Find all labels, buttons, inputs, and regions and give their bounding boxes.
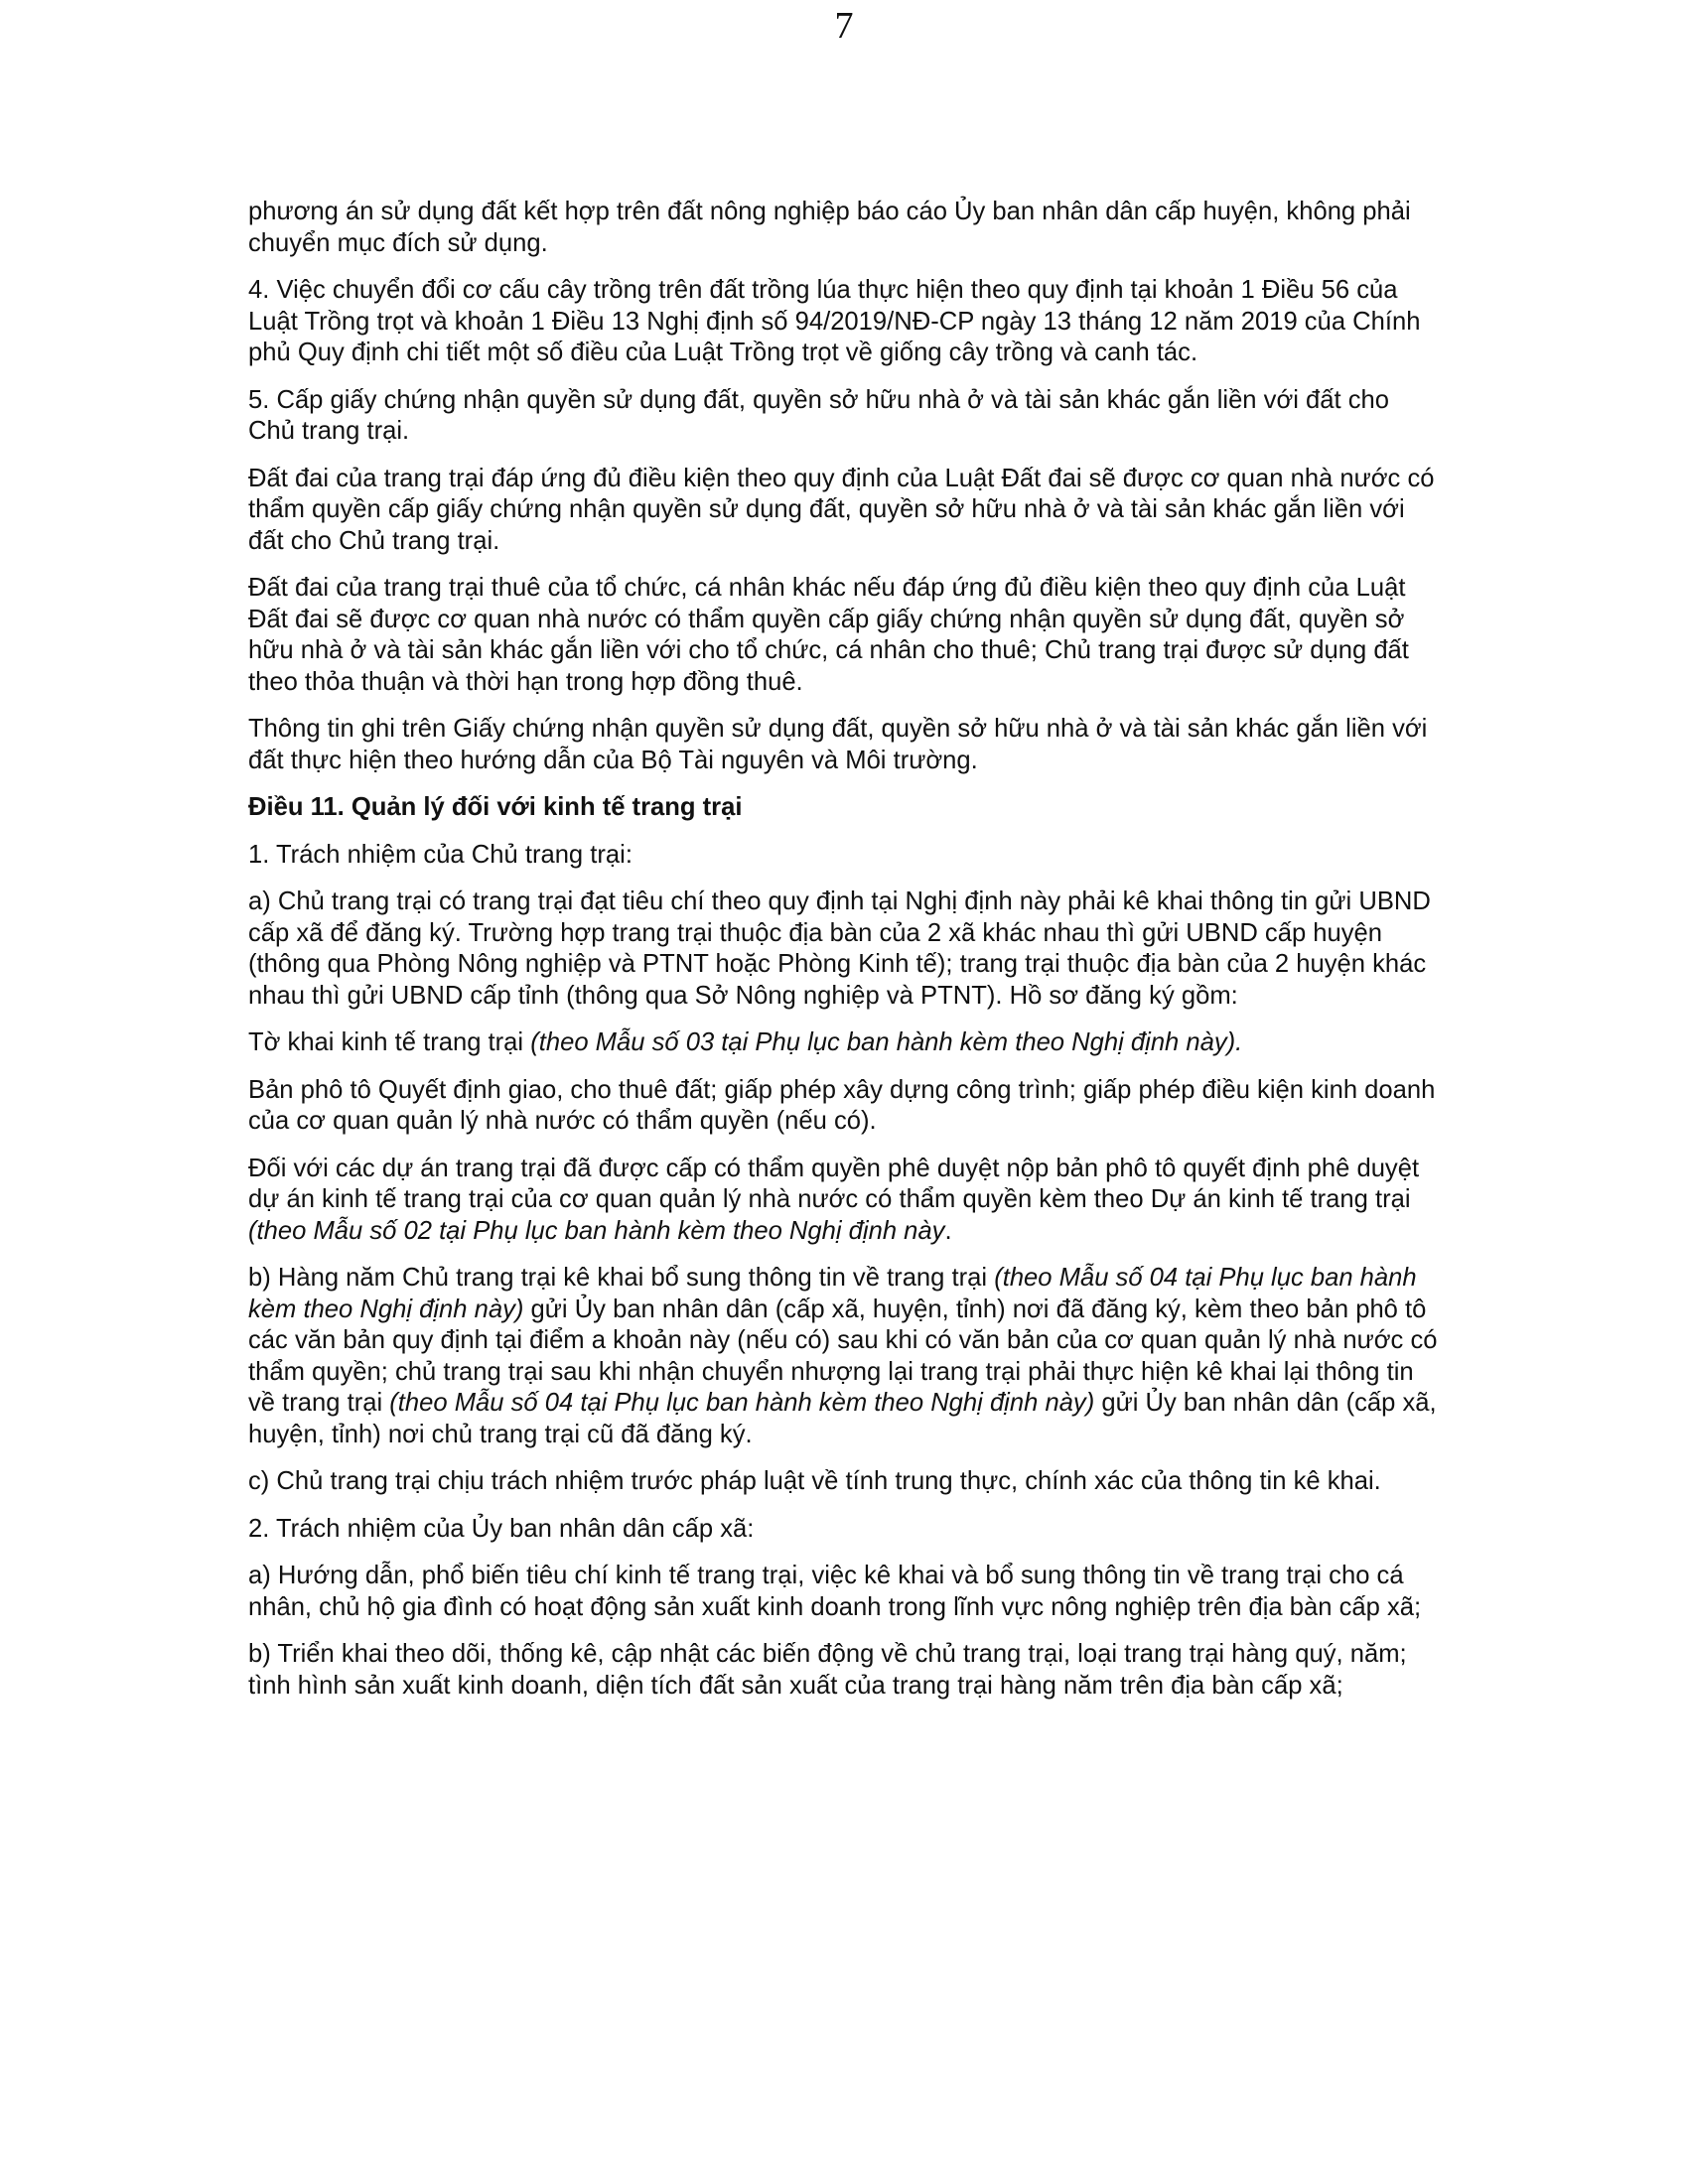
italic-reference: (theo Mẫu số 02 tại Phụ lục ban hành kèm theo Nghị định này (248, 1216, 945, 1245)
page-number: 7 (834, 5, 854, 47)
body-paragraph (248, 714, 1440, 776)
text-segment: Điều 11. Quản lý đối với kinh tế trang trại (248, 793, 743, 821)
text-segment: phương án sử dụng đất kết hợp trên đất nông nghiệp báo cáo Ủy ban nhân dân cấp huyện, không phải chuyển mục đích sử dụng. (248, 198, 1411, 257)
text-segment: b) Triển khai theo dõi, thống kê, cập nhật các biến động về chủ trang trại, loại trang trại hàng quý, năm; tình hình sản xuất kinh doanh, diện tích đất sản xuất của trang trại hàng năm trên địa bàn cấp xã; (248, 1640, 1407, 1700)
document-body (248, 197, 1440, 1717)
body-paragraph (248, 1263, 1440, 1450)
body-paragraph (248, 1027, 1440, 1059)
italic-reference: (theo Mẫu số 04 tại Phụ lục ban hành kèm theo Nghị định này) (389, 1389, 1095, 1417)
italic-reference: (theo Mẫu số 04 tại Phụ lục ban hành kèm theo Nghị định này) (248, 1264, 1417, 1323)
text-segment: Tờ khai kinh tế trang trại (248, 1028, 531, 1056)
body-paragraph (248, 840, 1440, 872)
text-segment: Thông tin ghi trên Giấy chứng nhận quyền sử dụng đất, quyền sở hữu nhà ở và tài sản khác gắn liền với đất thực hiện theo hướng dẫn của Bộ Tài nguyên và Môi trường. (248, 715, 1428, 774)
text-segment: b) Hàng năm Chủ trang trại kê khai bổ sung thông tin về trang trại (248, 1264, 995, 1292)
text-segment: 1. Trách nhiệm của Chủ trang trại: (248, 840, 633, 869)
italic-reference: (theo Mẫu số 03 tại Phụ lục ban hành kèm theo Nghị định này). (530, 1028, 1243, 1056)
body-paragraph (248, 275, 1440, 369)
text-segment: a) Hướng dẫn, phổ biến tiêu chí kinh tế trang trại, việc kê khai và bổ sung thông tin về trang trại cho cá nhân, chủ hộ gia đình có hoạt động sản xuất kinh doanh trong lĩnh vực nông nghiệp trên địa bàn cấp xã; (248, 1562, 1422, 1621)
text-segment: Đất đai của trang trại thuê của tổ chức, cá nhân khác nếu đáp ứng đủ điều kiện theo quy định của Luật Đất đai sẽ được cơ quan nhà nước có thẩm quyền cấp giấy chứng nhận quyền sử dụng đất, quyền sở hữu nhà ở và tài sản khác gắn liền với cho tổ chức, cá nhân cho thuê; Chủ trang trại được sử dụng đất theo thỏa thuận và thời hạn trong hợp đồng thuê. (248, 574, 1409, 696)
text-segment: . (944, 1216, 952, 1245)
body-paragraph (248, 1466, 1440, 1498)
text-segment: Bản phô tô Quyết định giao, cho thuê đất; giấp phép xây dựng công trình; giấp phép điều kiện kinh doanh của cơ quan quản lý nhà nước có thẩm quyền (nếu có). (248, 1075, 1436, 1135)
text-segment: 2. Trách nhiệm của Ủy ban nhân dân cấp xã: (248, 1514, 755, 1543)
body-paragraph (248, 197, 1440, 259)
body-paragraph (248, 1639, 1440, 1702)
body-paragraph (248, 385, 1440, 448)
text-segment: Đất đai của trang trại đáp ứng đủ điều kiện theo quy định của Luật Đất đai sẽ được cơ quan nhà nước có thẩm quyền cấp giấy chứng nhận quyền sử dụng đất, quyền sở hữu nhà ở và tài sản khác gắn liền với đất cho Chủ trang trại. (248, 464, 1435, 555)
body-paragraph (248, 1154, 1440, 1248)
body-paragraph (248, 573, 1440, 698)
body-paragraph (248, 1561, 1440, 1623)
body-paragraph (248, 887, 1440, 1012)
text-segment: 4. Việc chuyển đổi cơ cấu cây trồng trên đất trồng lúa thực hiện theo quy định tại khoản 1 Điều 56 của Luật Trồng trọt và khoản 1 Điều 13 Nghị định số 94/2019/NĐ-CP ngày 13 tháng 12 năm 2019 của Chính phủ Quy định chi tiết một số điều của Luật Trồng trọt về giống cây trồng và canh tác. (248, 276, 1421, 366)
text-segment: Đối với các dự án trang trại đã được cấp có thẩm quyền phê duyệt nộp bản phô tô quyết định phê duyệt dự án kinh tế trang trại của cơ quan quản lý nhà nước có thẩm quyền kèm theo Dự án kinh tế trang trại (248, 1154, 1420, 1213)
body-paragraph (248, 464, 1440, 558)
body-paragraph (248, 1075, 1440, 1138)
text-segment: gửi Ủy ban nhân dân (cấp xã, huyện, tỉnh) nơi đã đăng ký, kèm theo bản phô tô các văn bản quy định tại điểm a khoản này (nếu có) sau khi có văn bản của cơ quan quản lý nhà nước có thẩm quyền; chủ trang trại sau khi nhận chuyển nhượng lại trang trại phải thực hiện kê khai lại thông tin về trang trại (248, 1295, 1438, 1417)
article-heading (248, 792, 1440, 824)
body-paragraph (248, 1514, 1440, 1546)
text-segment: a) Chủ trang trại có trang trại đạt tiêu chí theo quy định tại Nghị định này phải kê khai thông tin gửi UBND cấp xã để đăng ký. Trường hợp trang trại thuộc địa bàn của 2 xã khác nhau thì gửi UBND cấp huyện (thông qua Phòng Nông nghiệp và PTNT hoặc Phòng Kinh tế); trang trại thuộc địa bàn của 2 huyện khác nhau thì gửi UBND cấp tỉnh (thông qua Sở Nông nghiệp và PTNT). Hồ sơ đăng ký gồm: (248, 887, 1431, 1010)
text-segment: gửi Ủy ban nhân dân (cấp xã, huyện, tỉnh) nơi chủ trang trại cũ đã đăng ký. (248, 1389, 1437, 1448)
text-segment: 5. Cấp giấy chứng nhận quyền sử dụng đất, quyền sở hữu nhà ở và tài sản khác gắn liền với đất cho Chủ trang trại. (248, 385, 1389, 445)
text-segment: c) Chủ trang trại chịu trách nhiệm trước pháp luật về tính trung thực, chính xác của thông tin kê khai. (248, 1467, 1381, 1495)
